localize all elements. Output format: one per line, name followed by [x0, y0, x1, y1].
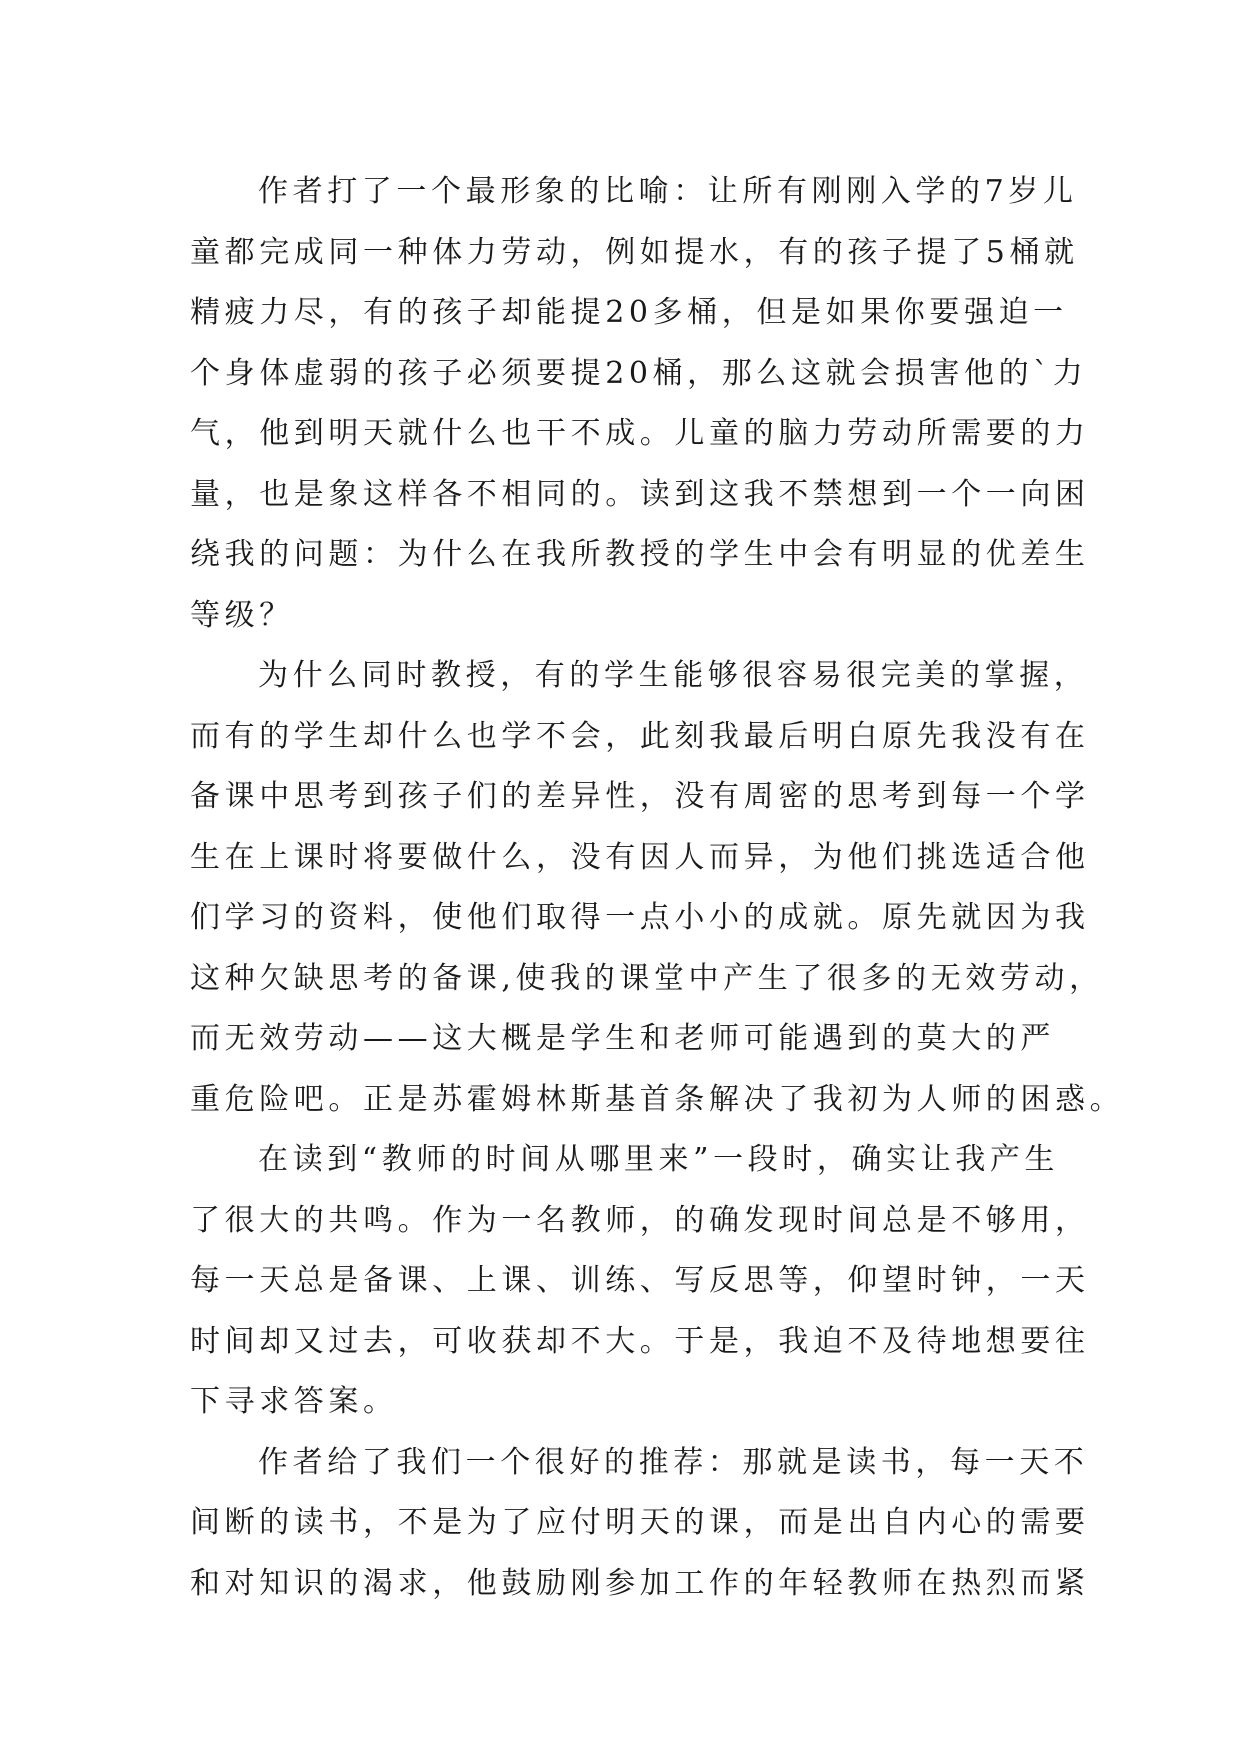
paragraph-2-line-7: 而无效劳动——这大概是学生和老师可能遇到的莫大的严 [190, 1021, 1055, 1056]
paragraph-1-line-3: 精疲力尽，有的孩子却能提20多桶，但是如果你要强迫一 [190, 295, 1068, 330]
paragraph-2-line-4: 生在上课时将要做什么，没有因人而异，为他们挑选适合他 [190, 839, 1090, 875]
paragraph-1-line-6: 量，也是象这样各不相同的。读到这我不禁想到一个一向困 [190, 476, 1090, 512]
paragraph-3-line-5: 下寻求答案。 [190, 1384, 398, 1419]
paragraph-4-line-2: 间断的读书，不是为了应付明天的课，而是出自内心的需要 [190, 1505, 1090, 1540]
paragraph-1-line-8: 等级？ [190, 597, 294, 633]
paragraph-4-line-1: 作者给了我们一个很好的推荐：那就是读书，每一天不 [258, 1444, 1089, 1480]
paragraph-1-line-2: 童都完成同一种体力劳动，例如提水，有的孩子提了5桶就 [190, 234, 1079, 270]
paragraph-3-line-1: 在读到“教师的时间从哪里来”一段时，确实让我产生 [258, 1142, 1060, 1177]
paragraph-4-line-3: 和对知识的渴求，他鼓励刚参加工作的年轻教师在热烈而紧 [190, 1565, 1090, 1601]
document-body [190, 162, 1125, 1614]
paragraph-3-line-2: 了很大的共鸣。作为一名教师，的确发现时间总是不够用， [190, 1202, 1090, 1238]
paragraph-2-line-2: 而有的学生却什么也学不会，此刻我最后明白原先我没有在 [190, 718, 1090, 754]
paragraph-2-line-3: 备课中思考到孩子们的差异性，没有周密的思考到每一个学 [190, 779, 1090, 814]
paragraph-2-line-8: 重危险吧。正是苏霍姆林斯基首条解决了我初为人师的困惑。 [190, 1081, 1125, 1117]
paragraph-2-line-1: 为什么同时教授，有的学生能够很容易很完美的掌握， [258, 658, 1089, 693]
paragraph-3-line-4: 时间却又过去，可收获却不大。于是，我迫不及待地想要往 [190, 1323, 1090, 1359]
paragraph-3-line-3: 每一天总是备课、上课、训练、写反思等，仰望时钟，一天 [190, 1263, 1090, 1298]
paragraph-2-line-5: 们学习的资料，使他们取得一点小小的成就。原先就因为我 [190, 900, 1090, 935]
paragraph-1-line-1: 作者打了一个最形象的比喻：让所有刚刚入学的7岁儿 [258, 174, 1078, 209]
paragraph-1-line-4: 个身体虚弱的孩子必须要提20桶，那么这就会损害他的`力 [190, 355, 1088, 391]
paragraph-1-line-7: 绕我的问题：为什么在我所教授的学生中会有明显的优差生 [190, 537, 1090, 572]
paragraph-2-line-6: 这种欠缺思考的备课,使我的课堂中产生了很多的无效劳动， [190, 960, 1104, 996]
paragraph-1-line-5: 气，他到明天就什么也干不成。儿童的脑力劳动所需要的力 [190, 416, 1090, 451]
